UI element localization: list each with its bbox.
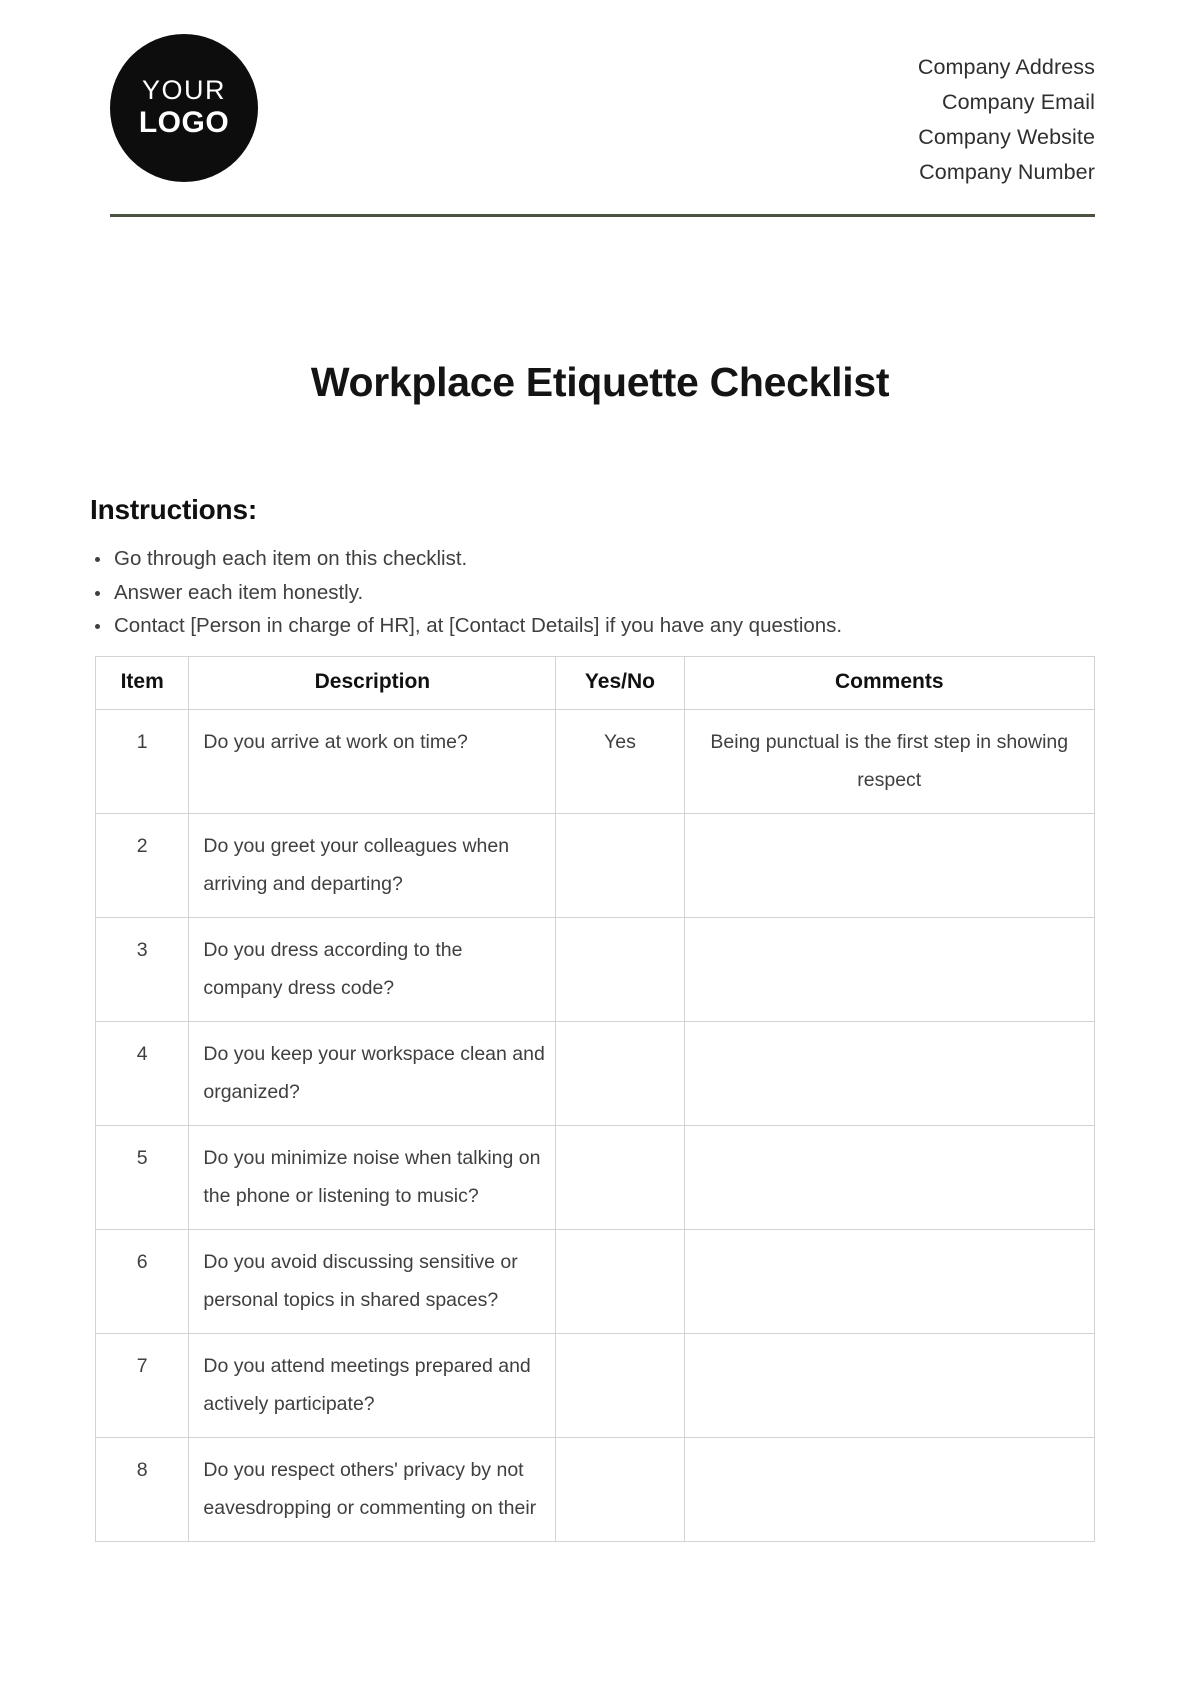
cell-description: Do you dress according to the company dress code? xyxy=(189,917,556,1021)
cell-item: 3 xyxy=(96,917,189,1021)
bullet-icon xyxy=(95,624,100,629)
cell-yesno[interactable] xyxy=(556,1125,684,1229)
cell-comments[interactable] xyxy=(684,1229,1094,1333)
company-info-block xyxy=(918,34,1095,190)
table-row xyxy=(96,1125,1095,1229)
table-row xyxy=(96,917,1095,1021)
cell-comments[interactable] xyxy=(684,813,1094,917)
cell-description: Do you keep your workspace clean and organized? xyxy=(189,1021,556,1125)
checklist-table-wrap xyxy=(95,656,1095,1542)
cell-comments[interactable]: Being punctual is the first step in showing respect xyxy=(684,709,1094,813)
checklist-table xyxy=(95,656,1095,1542)
cell-comments[interactable] xyxy=(684,1333,1094,1437)
company-website: Company Website xyxy=(918,125,1095,150)
table-row xyxy=(96,1021,1095,1125)
table-row xyxy=(96,709,1095,813)
header-divider xyxy=(110,214,1095,217)
cell-comments[interactable] xyxy=(684,1125,1094,1229)
cell-description: Do you avoid discussing sensitive or personal topics in shared spaces? xyxy=(189,1229,556,1333)
cell-yesno[interactable] xyxy=(556,1021,684,1125)
cell-yesno[interactable] xyxy=(556,1229,684,1333)
instructions-list xyxy=(90,542,1095,642)
cell-comments[interactable] xyxy=(684,1437,1094,1541)
instructions-heading: Instructions: xyxy=(90,494,257,526)
instruction-text: Contact [Person in charge of HR], at [Contact Details] if you have any questions. xyxy=(114,613,843,637)
cell-comments[interactable] xyxy=(684,917,1094,1021)
instructions-section xyxy=(0,494,1200,642)
cell-comments[interactable] xyxy=(684,1021,1094,1125)
cell-description: Do you attend meetings prepared and actively participate? xyxy=(189,1333,556,1437)
column-header-description: Description xyxy=(189,657,556,709)
list-item xyxy=(90,609,1095,642)
cell-yesno[interactable] xyxy=(556,917,684,1021)
cell-item: 7 xyxy=(96,1333,189,1437)
table-row xyxy=(96,1333,1095,1437)
cell-description: Do you minimize noise when talking on the phone or listening to music? xyxy=(189,1125,556,1229)
company-number: Company Number xyxy=(919,160,1095,185)
document-header xyxy=(0,0,1200,190)
list-item xyxy=(90,542,1095,575)
column-header-comments: Comments xyxy=(684,657,1094,709)
table-row xyxy=(96,1437,1095,1541)
checklist-table-body xyxy=(96,709,1095,1541)
cell-yesno[interactable] xyxy=(556,813,684,917)
logo-text-your: YOUR xyxy=(141,75,226,106)
cell-item: 8 xyxy=(96,1437,189,1541)
cell-description: Do you greet your colleagues when arriving and departing? xyxy=(189,813,556,917)
cell-item: 4 xyxy=(96,1021,189,1125)
cell-yesno[interactable] xyxy=(556,1437,684,1541)
instruction-text: Answer each item honestly. xyxy=(114,580,364,604)
company-email: Company Email xyxy=(941,90,1095,115)
column-header-yesno: Yes/No xyxy=(556,657,684,709)
table-row xyxy=(96,1229,1095,1333)
bullet-icon xyxy=(95,557,100,562)
logo-text-logo: LOGO xyxy=(138,106,230,140)
cell-item: 2 xyxy=(96,813,189,917)
company-logo xyxy=(110,34,258,182)
cell-description: Do you respect others' privacy by not eavesdropping or commenting on their xyxy=(189,1437,556,1541)
list-item xyxy=(90,576,1095,609)
cell-item: 6 xyxy=(96,1229,189,1333)
cell-item: 1 xyxy=(96,709,189,813)
bullet-icon xyxy=(95,591,100,596)
cell-yesno[interactable]: Yes xyxy=(556,709,684,813)
cell-yesno[interactable] xyxy=(556,1333,684,1437)
cell-description: Do you arrive at work on time? xyxy=(189,709,556,813)
page-title: Workplace Etiquette Checklist xyxy=(310,359,890,406)
table-header-row xyxy=(96,657,1095,709)
instruction-text: Go through each item on this checklist. xyxy=(114,547,468,571)
column-header-item: Item xyxy=(96,657,189,709)
company-address: Company Address xyxy=(917,55,1095,79)
table-row xyxy=(96,813,1095,917)
cell-item: 5 xyxy=(96,1125,189,1229)
